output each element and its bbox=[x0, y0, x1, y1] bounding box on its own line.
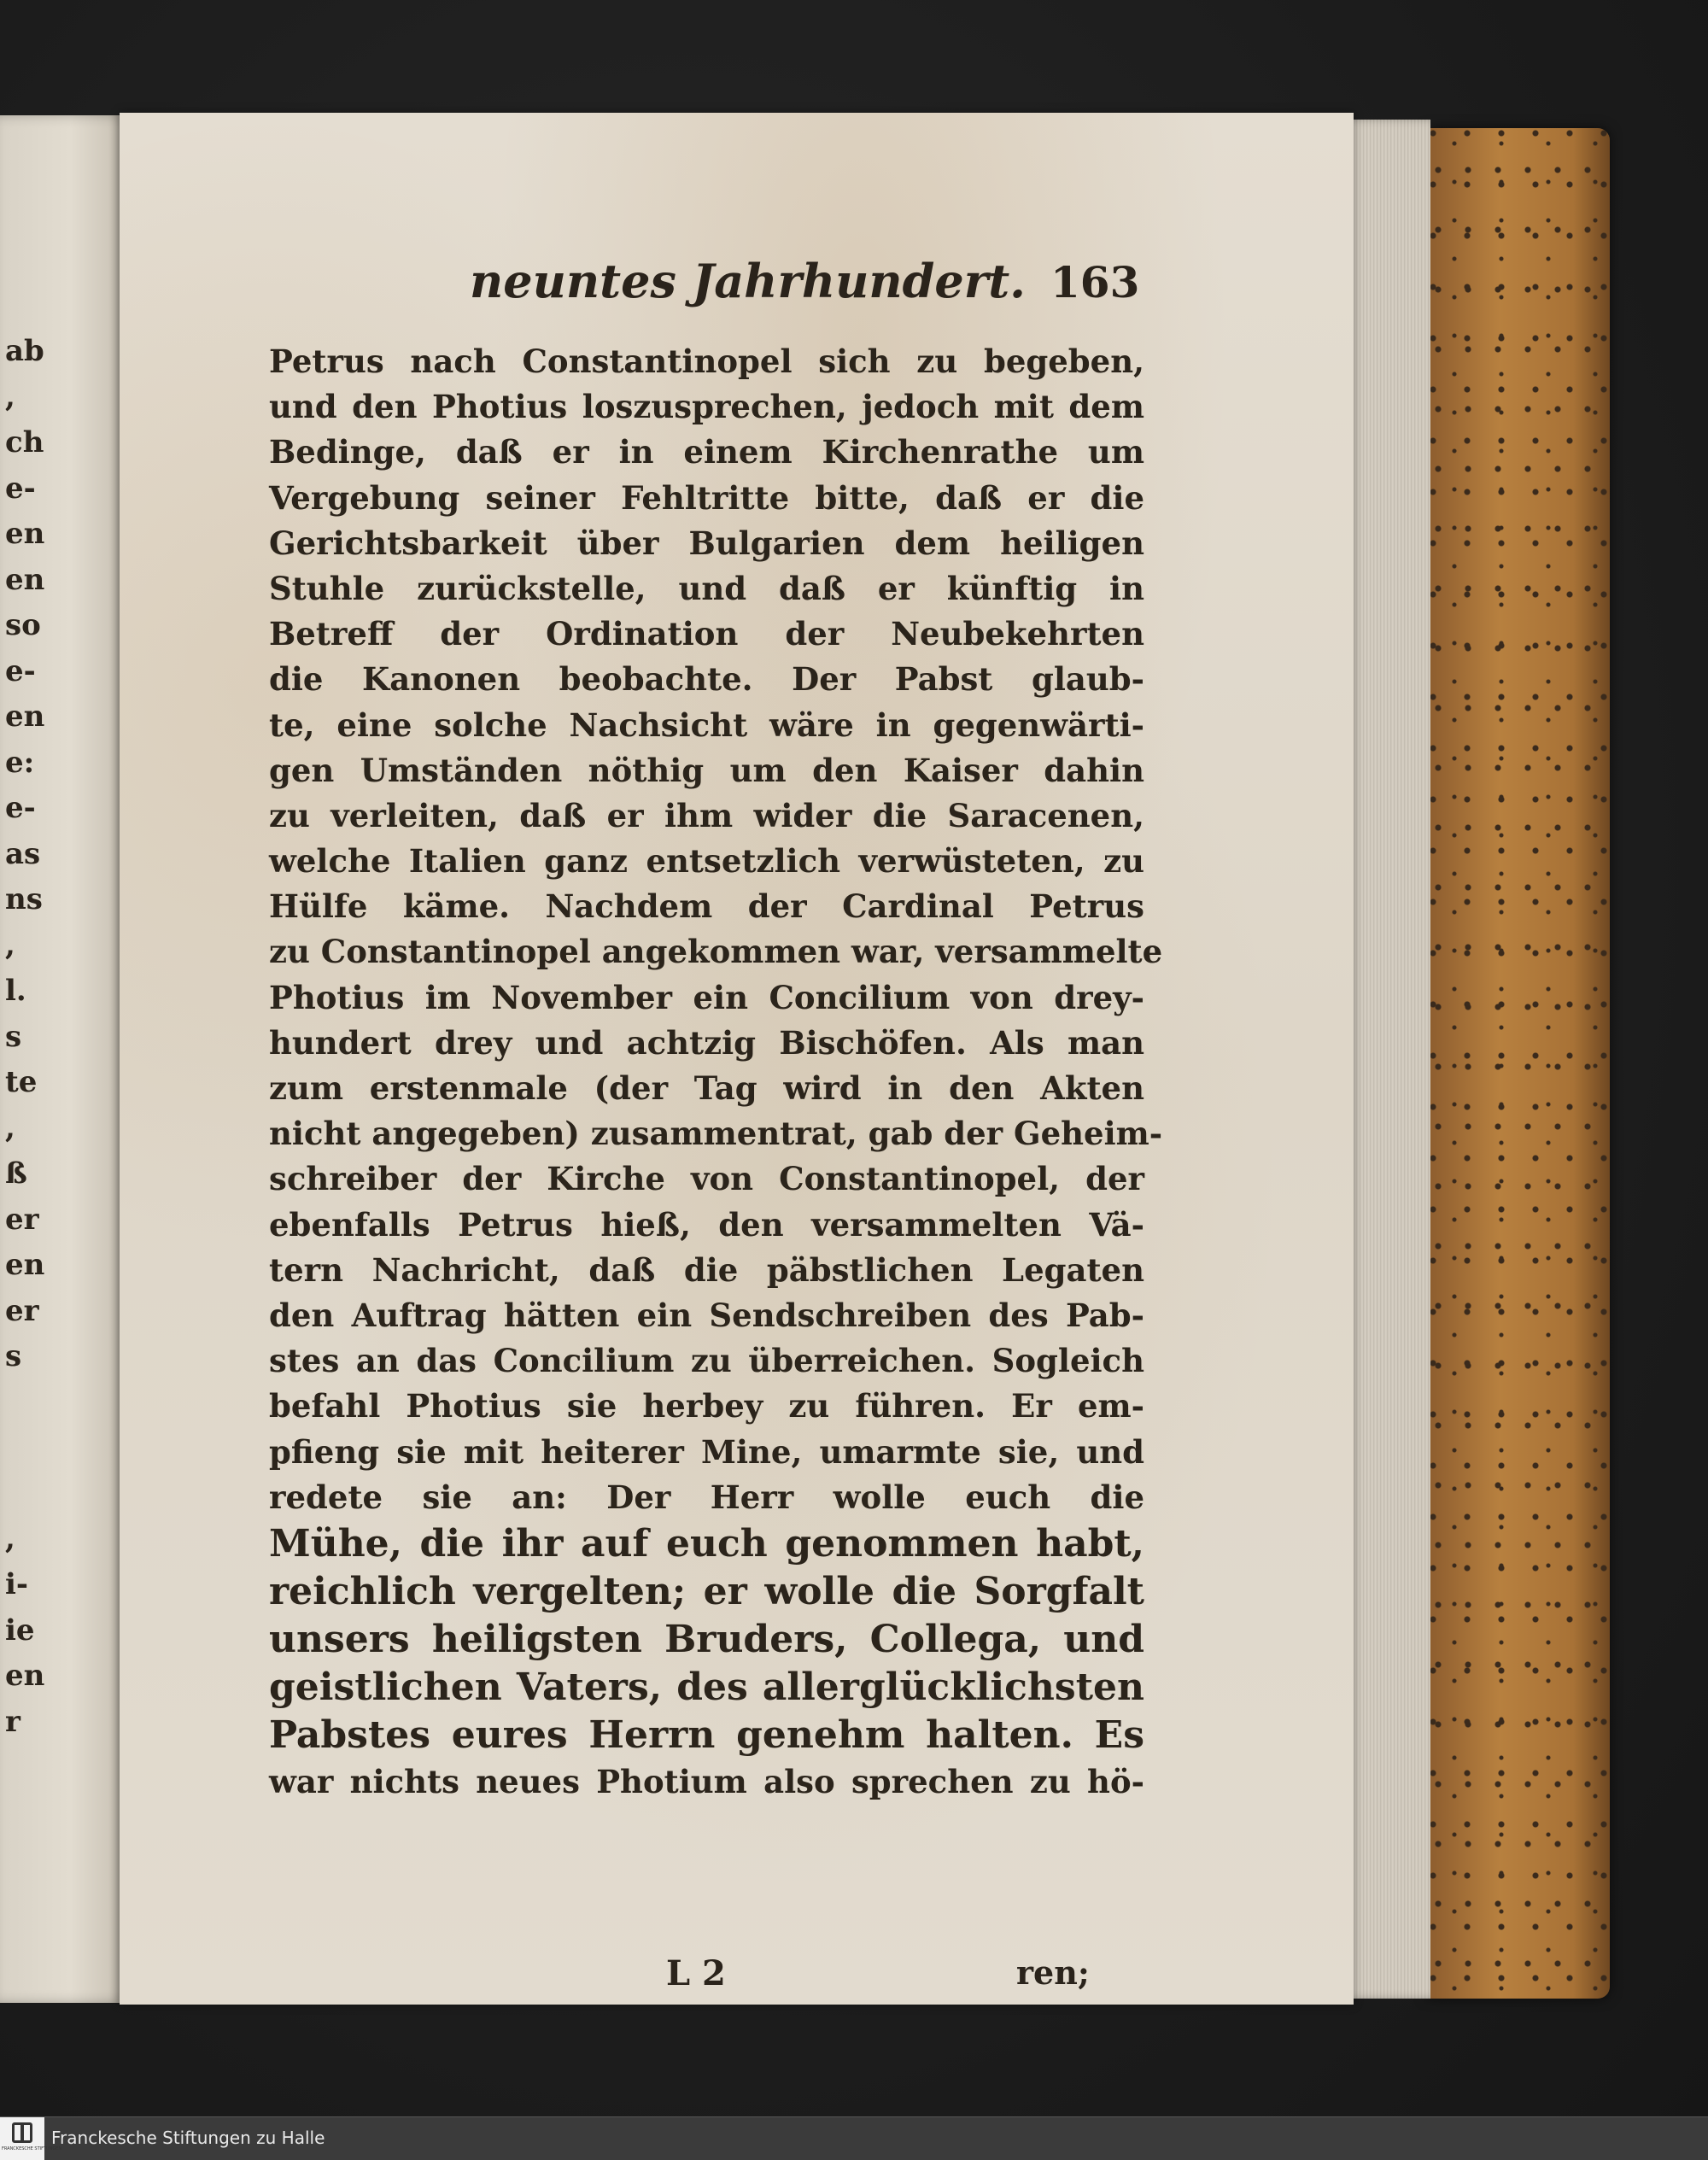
text-line: die Kanonen beobachte. Der Pabst glaub- bbox=[269, 660, 1144, 699]
left-edge-fragment: , bbox=[5, 1521, 15, 1556]
text-line: Betreff der Ordination der Neubekehrten bbox=[269, 615, 1144, 653]
left-edge-fragment: en bbox=[5, 1248, 45, 1282]
left-edge-fragment: , bbox=[5, 928, 15, 963]
catchword: ren; bbox=[1016, 1953, 1090, 1992]
text-line: Vergebung seiner Fehltritte bitte, daß er die bbox=[269, 478, 1144, 517]
logo-icon bbox=[12, 2122, 32, 2143]
text-line: Bedinge, daß er in einem Kirchenrathe um bbox=[269, 433, 1144, 471]
left-edge-fragment: so bbox=[5, 608, 41, 642]
left-edge-fragment: s bbox=[5, 1339, 22, 1373]
left-edge-fragment: e- bbox=[5, 791, 36, 825]
logo-caption: FRANCKESCHE STIFTUNGEN bbox=[2, 2146, 62, 2151]
text-line: befahl Photius sie herbey zu führen. Er em- bbox=[269, 1387, 1144, 1425]
text-line: war nichts neues Photium also sprechen zu hö- bbox=[269, 1762, 1144, 1800]
left-edge-fragment: , bbox=[5, 1110, 15, 1145]
signature-mark: L 2 bbox=[666, 1953, 726, 1993]
quoted-text-line: unsers heiligsten Bruders, Collega, und bbox=[269, 1617, 1144, 1661]
left-edge-fragment: e: bbox=[5, 745, 35, 780]
text-line: den Auftrag hätten ein Sendschreiben des Pab- bbox=[269, 1296, 1144, 1334]
left-edge-fragment: ie bbox=[5, 1613, 35, 1648]
text-line: hundert drey und achtzig Bischöfen. Als man bbox=[269, 1023, 1144, 1062]
left-edge-fragment: l. bbox=[5, 974, 26, 1008]
text-line: welche Italien ganz entsetzlich verwüsteten, zu bbox=[269, 842, 1144, 881]
text-line: zum erstenmale (der Tag wird in den Akten bbox=[269, 1069, 1144, 1107]
text-line: ebenfalls Petrus hieß, den versammelten Vä- bbox=[269, 1205, 1144, 1244]
text-line: Hülfe käme. Nachdem der Cardinal Petrus bbox=[269, 887, 1144, 926]
text-line: Gerichtsbarkeit über Bulgarien dem heiligen bbox=[269, 524, 1144, 562]
left-edge-fragment: r bbox=[5, 1704, 20, 1739]
text-line: gen Umständen nöthig um den Kaiser dahin bbox=[269, 751, 1144, 789]
text-line: redete sie an: Der Herr wolle euch die bbox=[269, 1478, 1144, 1516]
page-footer bbox=[120, 1953, 1354, 2005]
text-line: Petrus nach Constantinopel sich zu begeben, bbox=[269, 342, 1144, 380]
left-edge-fragment: ns bbox=[5, 882, 43, 916]
quoted-text-line: Mühe, die ihr auf euch genommen habt, bbox=[269, 1521, 1144, 1566]
quoted-text-line: geistlichen Vaters, des allerglücklichsten bbox=[269, 1665, 1144, 1709]
page-number: 163 bbox=[1050, 257, 1140, 307]
text-line: pfieng sie mit heiterer Mine, umarmte sie, und bbox=[269, 1432, 1144, 1471]
text-line: nicht angegeben) zusammentrat, gab der Geheim- bbox=[269, 1115, 1163, 1153]
institution-name: Franckesche Stiftungen zu Halle bbox=[51, 2128, 325, 2148]
left-edge-fragment: ab bbox=[5, 334, 44, 368]
institution-logo bbox=[0, 2117, 62, 2160]
page-header bbox=[120, 254, 1354, 322]
left-page bbox=[0, 115, 128, 2003]
institution-footer-bar bbox=[0, 2116, 1708, 2160]
body-text bbox=[269, 339, 1163, 1805]
text-line: Stuhle zurückstelle, und daß er künftig in bbox=[269, 569, 1144, 607]
text-line: zu Constantinopel angekommen war, versammelte bbox=[269, 933, 1163, 971]
text-line: Photius im November ein Concilium von drey- bbox=[269, 978, 1144, 1016]
quoted-text-line: reichlich vergelten; er wolle die Sorgfalt bbox=[269, 1569, 1144, 1613]
text-line: zu verleiten, daß er ihm wider die Saracenen, bbox=[269, 796, 1144, 834]
book-cover-edge bbox=[1426, 128, 1610, 1999]
left-edge-fragment: en bbox=[5, 517, 45, 551]
left-edge-fragment: i- bbox=[5, 1567, 29, 1601]
right-page bbox=[120, 113, 1354, 2005]
left-edge-fragment: ß bbox=[5, 1156, 27, 1191]
text-line: tern Nachricht, daß die päbstlichen Legaten bbox=[269, 1250, 1144, 1289]
left-edge-fragment: en bbox=[5, 1659, 45, 1693]
left-edge-fragment: er bbox=[5, 1293, 39, 1328]
text-line: stes an das Concilium zu überreichen. Sogleich bbox=[269, 1342, 1144, 1380]
text-line: schreiber der Kirche von Constantinopel, der bbox=[269, 1160, 1144, 1198]
running-head: neuntes Jahrhundert. bbox=[470, 254, 1026, 308]
left-edge-fragment: as bbox=[5, 836, 41, 871]
left-page-edge-text bbox=[5, 329, 45, 1745]
left-edge-fragment: e- bbox=[5, 471, 36, 506]
left-edge-fragment: en bbox=[5, 700, 45, 734]
left-edge-fragment: , bbox=[5, 379, 15, 414]
left-edge-fragment: te bbox=[5, 1065, 38, 1099]
right-page-block bbox=[120, 113, 1610, 2005]
left-edge-fragment: er bbox=[5, 1202, 39, 1237]
left-edge-fragment: ch bbox=[5, 425, 44, 460]
left-edge-fragment: e- bbox=[5, 653, 36, 688]
left-edge-gap bbox=[5, 1380, 39, 1517]
text-line: te, eine solche Nachsicht wäre in gegenwärti- bbox=[269, 705, 1144, 744]
left-edge-fragment: en bbox=[5, 562, 45, 597]
quoted-text-line: Pabstes eures Herrn genehm halten. Es bbox=[269, 1712, 1144, 1757]
left-edge-fragment: s bbox=[5, 1019, 22, 1054]
text-line: und den Photius loszusprechen, jedoch mit dem bbox=[269, 388, 1144, 426]
